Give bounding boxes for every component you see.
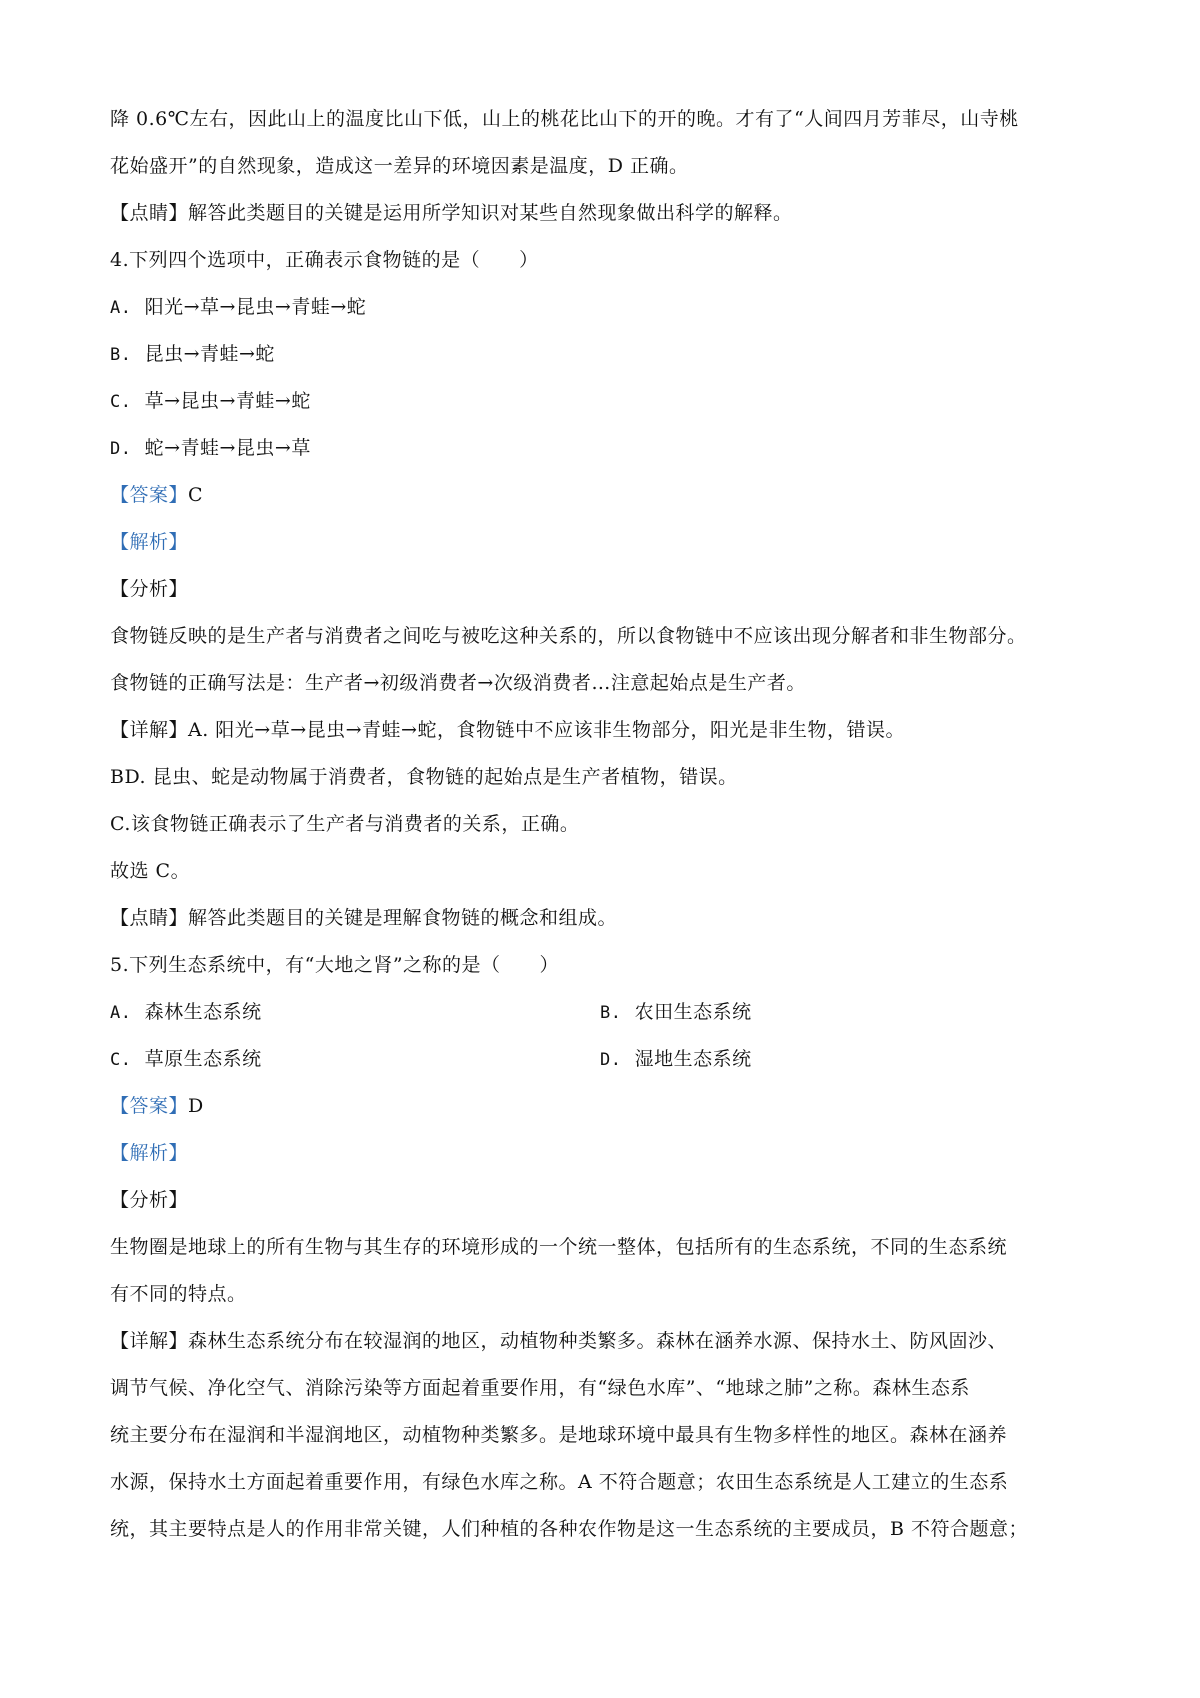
q5-option-b — [600, 989, 1090, 1036]
q4-jiexi-label: 【解析】 — [110, 531, 189, 553]
option-text: 昆虫→青蛙→蛇 — [144, 343, 275, 365]
option-key: B. — [600, 1003, 622, 1023]
option-text: 蛇→青蛙→昆虫→草 — [144, 437, 311, 459]
answer-value: D — [188, 1095, 204, 1117]
answer-value: C — [188, 484, 204, 506]
q5-detail-line: 统主要分布在湿润和半湿润地区，动植物种类繁多。是地球环境中最具有生物多样性的地区。森林在涵养 — [110, 1424, 1008, 1446]
q5-jiexi-label: 【解析】 — [110, 1142, 189, 1164]
answer-label: 【答案】 — [110, 1095, 189, 1117]
q4-option-a — [110, 284, 1104, 331]
q4-analysis-line: 食物链的正确写法是：生产者→初级消费者→次级消费者…注意起始点是生产者。 — [110, 672, 806, 694]
q5-option-d — [600, 1036, 1090, 1083]
q4-detail-line: 故选 C。 — [110, 860, 191, 882]
answer-label: 【答案】 — [110, 484, 189, 506]
option-key: A. — [110, 1003, 132, 1023]
q4-analysis-line: 食物链反映的是生产者与消费者之间吃与被吃这种关系的，所以食物链中不应该出现分解者和非生物部分。 — [110, 625, 1027, 647]
question-4-stem: 4.下列四个选项中，正确表示食物链的是（ ） — [110, 249, 539, 271]
q5-analysis-line: 生物圈是地球上的所有生物与其生存的环境形成的一个统一整体，包括所有的生态系统，不同的生态系统 — [110, 1236, 1008, 1258]
q4-option-d — [110, 425, 1104, 472]
option-key: D. — [600, 1050, 622, 1070]
option-key: D. — [110, 439, 132, 459]
q5-fenxi-label: 【分析】 — [110, 1189, 189, 1211]
option-key: C. — [110, 392, 132, 412]
option-text: 草原生态系统 — [144, 1048, 262, 1070]
q5-detail-line: 调节气候、净化空气、消除污染等方面起着重要作用，有“绿色水库”、“地球之肺”之称。森林生态系 — [110, 1377, 970, 1399]
q5-detail-line: 统，其主要特点是人的作用非常关键，人们种植的各种农作物是这一生态系统的主要成员，B 不符合题意； — [110, 1518, 1029, 1540]
q5-detail-line: 【详解】森林生态系统分布在较湿润的地区，动植物种类繁多。森林在涵养水源、保持水土、防风固沙、 — [110, 1330, 1008, 1352]
q5-answer — [110, 1083, 1104, 1130]
option-text: 草→昆虫→青蛙→蛇 — [144, 390, 311, 412]
option-key: B. — [110, 345, 132, 365]
q4-option-c — [110, 378, 1104, 425]
q4-dianjing: 【点睛】解答此类题目的关键是理解食物链的概念和组成。 — [110, 907, 618, 929]
q5-options-row-1 — [110, 989, 1104, 1036]
text-line: 降 0.6℃左右，因此山上的温度比山下低，山上的桃花比山下的开的晚。才有了“人间四月芳菲尽，山寺桃 — [110, 108, 1019, 130]
q4-option-b — [110, 331, 1104, 378]
q5-options-row-2 — [110, 1036, 1104, 1083]
option-text: 阳光→草→昆虫→青蛙→蛇 — [144, 296, 367, 318]
q4-fenxi-label: 【分析】 — [110, 578, 189, 600]
q5-option-a — [110, 989, 600, 1036]
option-text: 农田生态系统 — [634, 1001, 752, 1023]
option-text: 湿地生态系统 — [634, 1048, 752, 1070]
q4-answer — [110, 472, 1104, 519]
option-key: A. — [110, 298, 132, 318]
q5-analysis-line: 有不同的特点。 — [110, 1283, 247, 1305]
option-key: C. — [110, 1050, 132, 1070]
q4-detail-line: BD. 昆虫、蛇是动物属于消费者，食物链的起始点是生产者植物，错误。 — [110, 766, 738, 788]
q4-detail-line: 【详解】A. 阳光→草→昆虫→青蛙→蛇，食物链中不应该非生物部分，阳光是非生物，错误。 — [110, 719, 905, 741]
text-line: 【点睛】解答此类题目的关键是运用所学知识对某些自然现象做出科学的解释。 — [110, 202, 793, 224]
q5-option-c — [110, 1036, 600, 1083]
q5-detail-line: 水源，保持水土方面起着重要作用，有绿色水库之称。A 不符合题意；农田生态系统是人工建立的生态系 — [110, 1471, 1009, 1493]
option-text: 森林生态系统 — [144, 1001, 262, 1023]
text-line: 花始盛开”的自然现象，造成这一差异的环境因素是温度，D 正确。 — [110, 155, 689, 177]
q4-detail-line: C.该食物链正确表示了生产者与消费者的关系，正确。 — [110, 813, 580, 835]
question-5-stem: 5.下列生态系统中，有“大地之肾”之称的是（ ） — [110, 954, 560, 976]
